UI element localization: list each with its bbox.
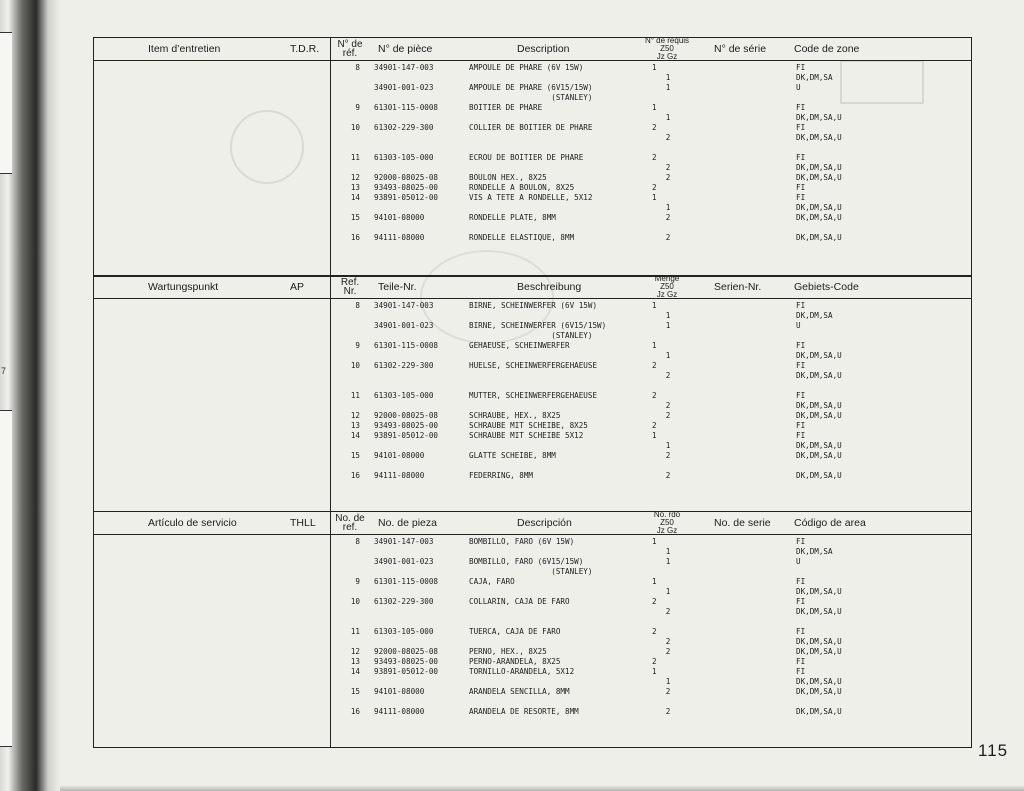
quantity: 2 — [652, 361, 657, 370]
part-description: COLLIER DE BOITIER DE PHARE — [469, 123, 593, 132]
area-code: FI — [796, 123, 806, 132]
area-code: FI — [796, 577, 806, 586]
ref-number: 16 — [350, 233, 360, 242]
part-description: RONDELLE A BOULON, 8X25 — [469, 183, 575, 192]
quantity: 2 — [652, 647, 671, 656]
table-row — [94, 607, 971, 617]
part-number: 61301-115-0008 — [374, 577, 439, 586]
area-code: DK,DM,SA,U — [796, 133, 842, 142]
part-number: 61302-229-300 — [374, 123, 434, 132]
quantity: 2 — [652, 183, 657, 192]
table-row — [94, 113, 971, 123]
area-code: DK,DM,SA,U — [796, 163, 842, 172]
table-row — [94, 567, 971, 577]
part-description: (STANLEY) — [469, 567, 593, 576]
table-row — [94, 557, 971, 567]
ref-number: 16 — [350, 471, 360, 480]
adjacent-page-number: 7 — [1, 366, 7, 376]
area-code: DK,DM,SA,U — [796, 637, 842, 646]
quantity: 2 — [652, 401, 671, 410]
quantity: 1 — [652, 83, 671, 92]
ref-number: 12 — [350, 173, 360, 182]
part-description: RONDELLE ELASTIQUE, 8MM — [469, 233, 575, 242]
part-description: ECROU DE BOITIER DE PHARE — [469, 153, 584, 162]
table-row — [94, 83, 971, 93]
header-part: No. de pieza — [378, 517, 437, 529]
ref-number: 16 — [350, 707, 360, 716]
area-code: DK,DM,SA,U — [796, 441, 842, 450]
header-desc: Description — [517, 43, 570, 55]
ref-number: 12 — [350, 411, 360, 420]
area-code: DK,DM,SA — [796, 73, 833, 82]
ref-number: 15 — [350, 213, 360, 222]
table-row — [94, 153, 971, 163]
part-description: BIRNE, SCHEINWERFER (6V15/15W) — [469, 321, 607, 330]
quantity: 1 — [652, 677, 671, 686]
part-number: 92000-08025-08 — [374, 173, 439, 182]
ref-number: 9 — [355, 577, 360, 586]
table-row — [94, 381, 971, 391]
part-number: 94111-08000 — [374, 471, 425, 480]
part-description: VIS A TETE A RONDELLE, 5X12 — [469, 193, 593, 202]
table-row — [94, 213, 971, 223]
ref-number: 10 — [350, 361, 360, 370]
area-code: FI — [796, 63, 806, 72]
table-row — [94, 103, 971, 113]
parts-section-3 — [93, 511, 972, 748]
table-row — [94, 431, 971, 441]
quantity: 2 — [652, 391, 657, 400]
area-code: U — [796, 83, 801, 92]
area-code: DK,DM,SA,U — [796, 351, 842, 360]
part-description: SCHRAUBE MIT SCHEIBE 5X12 — [469, 431, 584, 440]
table-row — [94, 311, 971, 321]
quantity: 2 — [652, 213, 671, 222]
quantity: 1 — [652, 301, 657, 310]
table-row — [94, 617, 971, 627]
quantity: 1 — [652, 431, 657, 440]
quantity: 2 — [652, 471, 671, 480]
quantity: 2 — [652, 163, 671, 172]
area-code: FI — [796, 627, 806, 636]
area-code: U — [796, 321, 801, 330]
part-number: 34901-001-023 — [374, 83, 434, 92]
part-description: MUTTER, SCHEINWERFERGEHAEUSE — [469, 391, 598, 400]
area-code: FI — [796, 597, 806, 606]
part-number: 61303-105-000 — [374, 627, 434, 636]
quantity: 1 — [652, 73, 671, 82]
header-item: Item d’entretien — [148, 43, 221, 55]
ref-number: 8 — [355, 537, 360, 546]
part-number: 61302-229-300 — [374, 361, 434, 370]
ref-number: 15 — [350, 451, 360, 460]
header-part: Teile-Nr. — [378, 281, 417, 293]
quantity: 1 — [652, 547, 671, 556]
header-zone: Gebiets-Code — [794, 281, 859, 293]
ref-number: 9 — [355, 103, 360, 112]
area-code: DK,DM,SA — [796, 547, 833, 556]
table-row — [94, 677, 971, 687]
part-number: 34901-147-003 — [374, 63, 434, 72]
quantity: 2 — [652, 421, 657, 430]
adjacent-page-edge — [0, 32, 12, 174]
section-header — [94, 512, 971, 535]
quantity: 1 — [652, 667, 657, 676]
adjacent-page-edge — [0, 410, 12, 747]
header-qty: Menge Z50 Jz Gz — [654, 274, 680, 299]
part-number: 34901-147-003 — [374, 301, 434, 310]
quantity: 2 — [652, 597, 657, 606]
table-row — [94, 707, 971, 717]
part-number: 92000-08025-08 — [374, 411, 439, 420]
area-code: FI — [796, 421, 806, 430]
part-description: RONDELLE PLATE, 8MM — [469, 213, 556, 222]
area-code: DK,DM,SA,U — [796, 113, 842, 122]
table-row — [94, 587, 971, 597]
part-number: 92000-08025-08 — [374, 647, 439, 656]
area-code: DK,DM,SA — [796, 311, 833, 320]
part-number: 93891-05012-00 — [374, 193, 439, 202]
area-code: DK,DM,SA,U — [796, 203, 842, 212]
header-desc: Descripción — [517, 517, 572, 529]
part-number: 94111-08000 — [374, 707, 425, 716]
header-zone: Code de zone — [794, 43, 860, 55]
table-row — [94, 547, 971, 557]
header-code: T.D.R. — [290, 43, 320, 55]
table-row — [94, 697, 971, 707]
quantity: 1 — [652, 113, 671, 122]
quantity: 1 — [652, 351, 671, 360]
part-number: 34901-001-023 — [374, 557, 434, 566]
ref-number: 10 — [350, 597, 360, 606]
table-row — [94, 341, 971, 351]
part-number: 61302-229-300 — [374, 597, 434, 606]
header-serial: N° de série — [714, 43, 767, 55]
area-code: FI — [796, 537, 806, 546]
quantity: 2 — [652, 173, 671, 182]
table-row — [94, 331, 971, 341]
part-description: ARANDELA DE RESORTE, 8MM — [469, 707, 579, 716]
part-description: TORNILLO-ARANDELA, 5X12 — [469, 667, 575, 676]
table-row — [94, 647, 971, 657]
table-row — [94, 401, 971, 411]
part-description: GEHAEUSE, SCHEINWERFER — [469, 341, 570, 350]
table-row — [94, 627, 971, 637]
parts-rows — [94, 537, 971, 717]
area-code: DK,DM,SA,U — [796, 233, 842, 242]
table-row — [94, 63, 971, 73]
table-row — [94, 471, 971, 481]
quantity: 2 — [652, 687, 671, 696]
table-row — [94, 93, 971, 103]
table-row — [94, 183, 971, 193]
quantity: 2 — [652, 657, 657, 666]
part-number: 61303-105-000 — [374, 391, 434, 400]
area-code: FI — [796, 183, 806, 192]
quantity: 2 — [652, 123, 657, 132]
area-code: DK,DM,SA,U — [796, 213, 842, 222]
header-code: THLL — [290, 517, 316, 529]
part-description: GLATTE SCHEIBE, 8MM — [469, 451, 556, 460]
quantity: 1 — [652, 103, 657, 112]
header-part: N° de pièce — [378, 43, 433, 55]
quantity: 2 — [652, 451, 671, 460]
area-code: DK,DM,SA,U — [796, 647, 842, 656]
parts-section-2 — [93, 275, 972, 512]
quantity: 1 — [652, 577, 657, 586]
part-number: 93493-08025-00 — [374, 183, 439, 192]
area-code: FI — [796, 361, 806, 370]
quantity: 1 — [652, 321, 671, 330]
part-number: 61301-115-0008 — [374, 103, 439, 112]
area-code: FI — [796, 391, 806, 400]
part-number: 94101-08000 — [374, 451, 425, 460]
section-header — [94, 38, 971, 61]
part-number: 61301-115-0008 — [374, 341, 439, 350]
part-description: CAJA, FARO — [469, 577, 515, 586]
table-row — [94, 637, 971, 647]
ref-number: 12 — [350, 647, 360, 656]
ref-number: 13 — [350, 657, 360, 666]
header-desc: Beschreibung — [517, 281, 582, 293]
area-code: DK,DM,SA,U — [796, 451, 842, 460]
ref-number: 9 — [355, 341, 360, 350]
part-description: (STANLEY) — [469, 93, 593, 102]
table-row — [94, 687, 971, 697]
part-description: PERNO, HEX., 8X25 — [469, 647, 547, 656]
part-description: HUELSE, SCHEINWERFERGEHAEUSE — [469, 361, 598, 370]
part-number: 94111-08000 — [374, 233, 425, 242]
part-description: AMPOULE DE PHARE (6V 15W) — [469, 63, 584, 72]
table-row — [94, 391, 971, 401]
header-serial: Serien-Nr. — [714, 281, 762, 293]
quantity: 1 — [652, 203, 671, 212]
part-number: 34901-147-003 — [374, 537, 434, 546]
ref-number: 8 — [355, 63, 360, 72]
quantity: 1 — [652, 311, 671, 320]
table-row — [94, 657, 971, 667]
quantity: 1 — [652, 341, 657, 350]
quantity: 2 — [652, 627, 657, 636]
table-row — [94, 123, 971, 133]
area-code: DK,DM,SA,U — [796, 471, 842, 480]
header-qty: No. rdo Z50 Jz Gz — [653, 510, 681, 535]
quantity: 2 — [652, 233, 671, 242]
part-number: 93493-08025-00 — [374, 421, 439, 430]
header-code: AP — [290, 281, 305, 293]
area-code: FI — [796, 431, 806, 440]
table-row — [94, 411, 971, 421]
quantity: 2 — [652, 607, 671, 616]
area-code: FI — [796, 103, 806, 112]
area-code: DK,DM,SA,U — [796, 687, 842, 696]
part-number: 93891-05012-00 — [374, 667, 439, 676]
quantity: 2 — [652, 411, 671, 420]
ref-number: 14 — [350, 193, 360, 202]
area-code: DK,DM,SA,U — [796, 401, 842, 410]
table-row — [94, 133, 971, 143]
header-ref: N° de réf. — [337, 39, 363, 59]
table-row — [94, 173, 971, 183]
table-row — [94, 203, 971, 213]
table-row — [94, 441, 971, 451]
part-description: BOMBILLO, FARO (6V 15W) — [469, 537, 575, 546]
parts-section-1 — [93, 37, 972, 277]
quantity: 2 — [652, 153, 657, 162]
part-description: BOITIER DE PHARE — [469, 103, 543, 112]
header-item: Artículo de servicio — [148, 517, 237, 529]
part-number: 94101-08000 — [374, 687, 425, 696]
quantity: 1 — [652, 441, 671, 450]
table-row — [94, 193, 971, 203]
header-item: Wartungspunkt — [148, 281, 219, 293]
part-number: 94101-08000 — [374, 213, 425, 222]
quantity: 1 — [652, 587, 671, 596]
parts-rows — [94, 63, 971, 243]
area-code: FI — [796, 193, 806, 202]
table-row — [94, 371, 971, 381]
part-description: (STANLEY) — [469, 331, 593, 340]
quantity: 1 — [652, 193, 657, 202]
area-code: DK,DM,SA,U — [796, 587, 842, 596]
page-number: 115 — [978, 741, 1009, 760]
part-number: 93493-08025-00 — [374, 657, 439, 666]
area-code: FI — [796, 657, 806, 666]
table-row — [94, 223, 971, 233]
part-description: SCHRAUBE, HEX., 8X25 — [469, 411, 561, 420]
ref-number: 10 — [350, 123, 360, 132]
header-ref: No. de ref. — [335, 513, 365, 533]
quantity: 2 — [652, 707, 671, 716]
ref-number: 15 — [350, 687, 360, 696]
ref-number: 14 — [350, 431, 360, 440]
ref-number: 13 — [350, 421, 360, 430]
header-serial: No. de serie — [714, 517, 771, 529]
table-row — [94, 321, 971, 331]
ref-number: 11 — [350, 391, 360, 400]
table-row — [94, 461, 971, 471]
quantity: 1 — [652, 63, 657, 72]
table-row — [94, 537, 971, 547]
table-row — [94, 163, 971, 173]
area-code: FI — [796, 667, 806, 676]
table-row — [94, 421, 971, 431]
ref-number: 11 — [350, 153, 360, 162]
part-description: TUERCA, CAJA DE FARO — [469, 627, 561, 636]
part-description: SCHRAUBE MIT SCHEIBE, 8X25 — [469, 421, 588, 430]
quantity: 2 — [652, 133, 671, 142]
table-row — [94, 301, 971, 311]
part-description: FEDERRING, 8MM — [469, 471, 534, 480]
area-code: U — [796, 557, 801, 566]
area-code: DK,DM,SA,U — [796, 411, 842, 420]
area-code: FI — [796, 341, 806, 350]
table-row — [94, 451, 971, 461]
part-number: 93891-05012-00 — [374, 431, 439, 440]
quantity: 2 — [652, 371, 671, 380]
parts-rows — [94, 301, 971, 481]
area-code: FI — [796, 301, 806, 310]
table-row — [94, 361, 971, 371]
ref-number: 11 — [350, 627, 360, 636]
part-description: COLLARIN, CAJA DE FARO — [469, 597, 570, 606]
area-code: DK,DM,SA,U — [796, 607, 842, 616]
table-row — [94, 233, 971, 243]
table-row — [94, 351, 971, 361]
table-row — [94, 577, 971, 587]
section-header — [94, 276, 971, 299]
table-row — [94, 143, 971, 153]
area-code: FI — [796, 153, 806, 162]
part-description: AMPOULE DE PHARE (6V15/15W) — [469, 83, 593, 92]
quantity: 2 — [652, 637, 671, 646]
header-zone: Código de area — [794, 517, 866, 529]
part-number: 61303-105-000 — [374, 153, 434, 162]
part-description: ARANDELA SENCILLA, 8MM — [469, 687, 570, 696]
part-description: BOMBILLO, FARO (6V15/15W) — [469, 557, 584, 566]
ref-number: 14 — [350, 667, 360, 676]
header-qty: N° de requis Z50 Jz Gz — [644, 36, 690, 61]
area-code: DK,DM,SA,U — [796, 707, 842, 716]
ref-number: 8 — [355, 301, 360, 310]
quantity: 1 — [652, 557, 671, 566]
header-ref: Ref. Nr. — [340, 277, 360, 297]
table-row — [94, 597, 971, 607]
area-code: DK,DM,SA,U — [796, 173, 842, 182]
area-code: DK,DM,SA,U — [796, 677, 842, 686]
part-description: PERNO-ARANDELA, 8X25 — [469, 657, 561, 666]
part-description: BOULON HEX., 8X25 — [469, 173, 547, 182]
table-row — [94, 73, 971, 83]
page-bottom-edge — [60, 785, 1024, 791]
part-description: BIRNE, SCHEINWERFER (6V 15W) — [469, 301, 598, 310]
part-number: 34901-001-023 — [374, 321, 434, 330]
table-row — [94, 667, 971, 677]
area-code: DK,DM,SA,U — [796, 371, 842, 380]
quantity: 1 — [652, 537, 657, 546]
ref-number: 13 — [350, 183, 360, 192]
